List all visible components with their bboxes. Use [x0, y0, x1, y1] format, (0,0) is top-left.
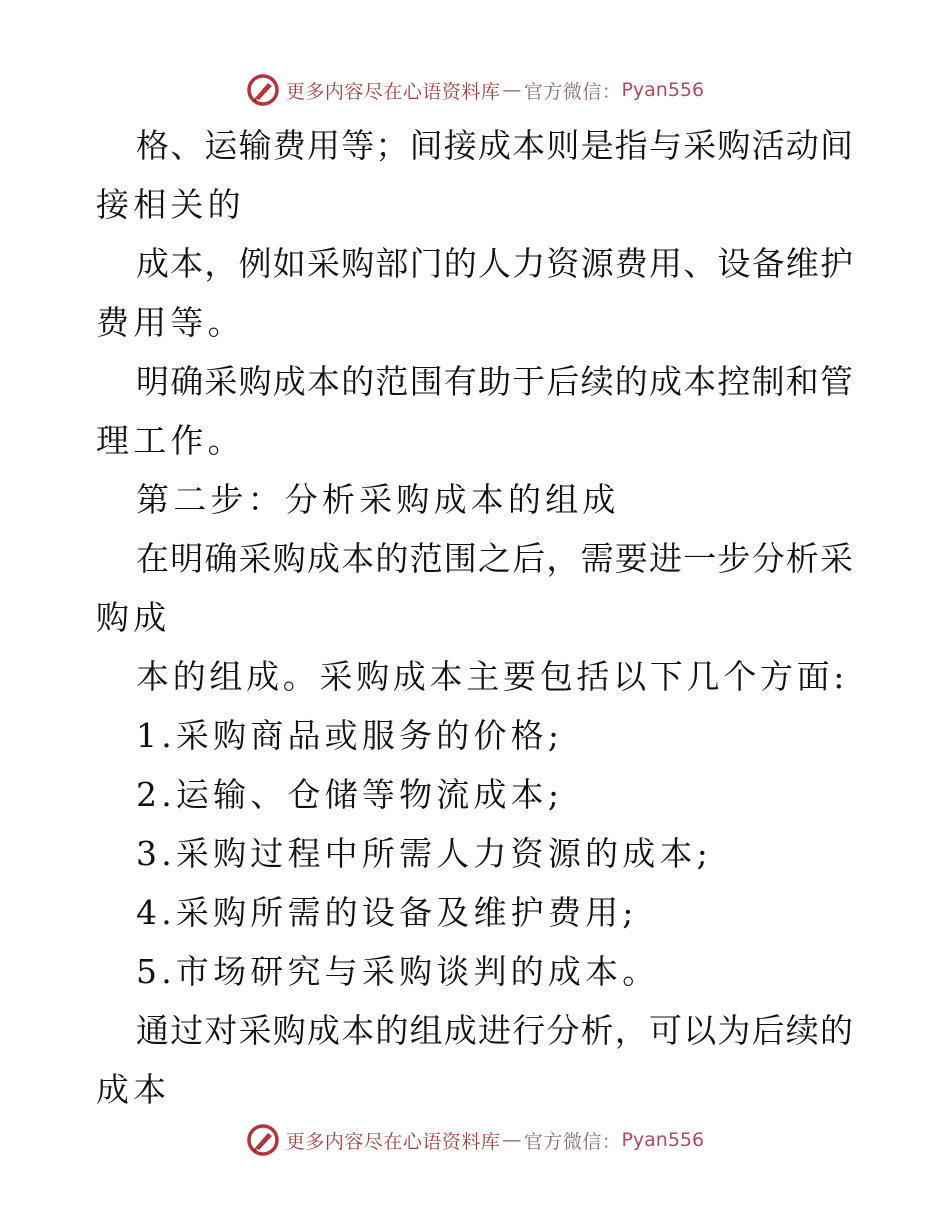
- text-line: 格、运输费用等；间接成本则是指与采购活动间: [136, 126, 855, 165]
- text-line: 购成: [96, 598, 171, 637]
- pen-circle-logo-icon: [246, 73, 280, 107]
- section-heading: 第二步：分析采购成本的组成: [136, 480, 620, 519]
- list-item: 4.采购所需的设备及维护费用;: [136, 893, 638, 932]
- text-line: 通过对采购成本的组成进行分析，可以为后续的: [136, 1011, 855, 1050]
- text-line: 明确采购成本的范围有助于后续的成本控制和管: [136, 362, 855, 401]
- pen-circle-logo-icon: [246, 1123, 280, 1157]
- watermark-separator: —: [502, 79, 522, 101]
- watermark-id: Pyan556: [621, 1129, 705, 1151]
- list-item: 5.市场研究与采购谈判的成本。: [136, 952, 660, 991]
- watermark-label: 官方微信：: [523, 1130, 622, 1153]
- document-body: [96, 116, 856, 1119]
- text-line: 费用等。: [96, 303, 245, 342]
- text-line: 在明确采购成本的范围之后，需要进一步分析采: [136, 539, 855, 578]
- text-line: 成本: [96, 1070, 171, 1109]
- text-line: 理工作。: [96, 421, 245, 460]
- watermark-text: 更多内容尽在心语资料库: [285, 80, 501, 103]
- watermark-id: Pyan556: [621, 79, 705, 101]
- text-line: 接相关的: [96, 185, 245, 224]
- watermark-footer: [0, 1122, 950, 1158]
- watermark-separator: —: [502, 1129, 522, 1151]
- list-item: 1.采购商品或服务的价格;: [136, 716, 564, 755]
- list-item: 2.运输、仓储等物流成本;: [136, 775, 564, 814]
- watermark-label: 官方微信：: [523, 80, 622, 103]
- text-line: 本的组成。采购成本主要包括以下几个方面:: [136, 657, 849, 696]
- text-line: 成本，例如采购部门的人力资源费用、设备维护: [136, 244, 855, 283]
- watermark-text: 更多内容尽在心语资料库: [285, 1130, 501, 1153]
- list-item: 3.采购过程中所需人力资源的成本;: [136, 834, 713, 873]
- watermark-header: [0, 72, 950, 108]
